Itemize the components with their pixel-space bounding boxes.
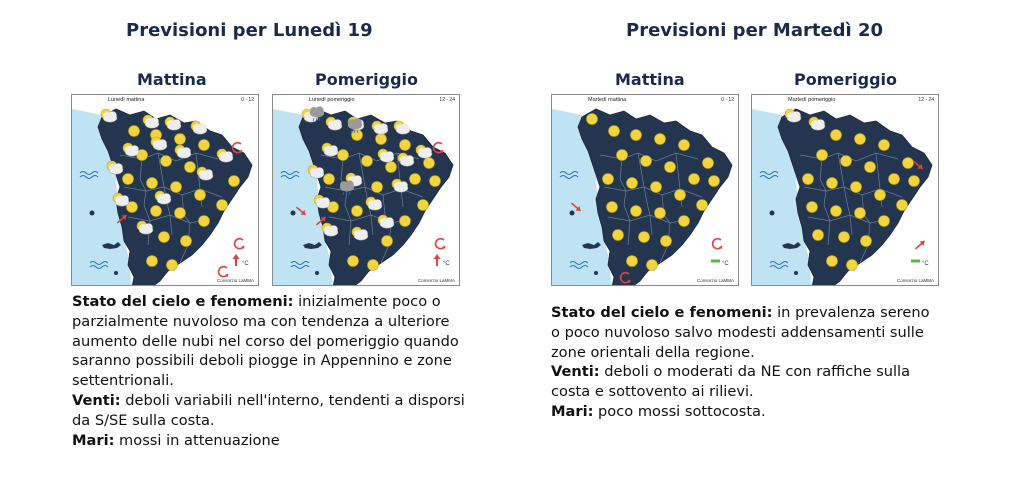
sea-text: poco mossi sottocosta. bbox=[593, 402, 766, 420]
svg-text:°C: °C bbox=[922, 261, 929, 267]
day-title: Previsioni per Martedì 20 bbox=[626, 20, 884, 41]
sky-paragraph bbox=[72, 292, 472, 391]
svg-text:°C: °C bbox=[722, 261, 729, 267]
map-credit: Consorzio LaMMA bbox=[896, 278, 934, 283]
map-hours: 12 - 24 bbox=[918, 97, 934, 103]
tuscany-map-graphic bbox=[552, 95, 739, 286]
wind-text: deboli variabili nell'interno, tendenti a disporsi da S/SE sulla costa. bbox=[72, 391, 465, 429]
period-label-afternoon: Pomeriggio bbox=[794, 70, 897, 89]
map-hours: 0 - 12 bbox=[721, 97, 734, 103]
sea-label: Mari: bbox=[72, 431, 115, 449]
weather-map-monday-morning bbox=[71, 94, 259, 286]
forecast-description bbox=[551, 303, 931, 422]
sky-text: in prevalenza sereno o poco nuvoloso salvo modesti addensamenti sulle zone orientali della regione. bbox=[551, 304, 930, 361]
svg-text:°C: °C bbox=[443, 261, 450, 267]
sea-label: Mari: bbox=[551, 402, 594, 420]
map-credit: Consorzio LaMMA bbox=[696, 278, 734, 283]
map-caption: Lunedì mattina bbox=[108, 97, 145, 103]
sky-text: inizialmente poco o parzialmente nuvoloso ma con tendenza a ulteriore aumento delle nubi nel corso del pomeriggio quando saranno possibili deboli piogge in Appennino e zone settentrionali. bbox=[72, 293, 459, 390]
wind-paragraph bbox=[72, 391, 472, 431]
map-caption: Martedì mattina bbox=[588, 97, 627, 103]
map-hours: 12 - 24 bbox=[439, 97, 455, 103]
wind-label: Venti: bbox=[551, 363, 600, 381]
weather-map-tuesday-afternoon bbox=[751, 94, 939, 286]
map-caption: Lunedì pomeriggio bbox=[309, 97, 355, 103]
wind-label: Venti: bbox=[72, 391, 121, 409]
sky-label: Stato del cielo e fenomeni: bbox=[551, 304, 773, 321]
sea-text: mossi in attenuazione bbox=[114, 431, 280, 449]
sea-paragraph bbox=[551, 402, 931, 422]
period-label-morning: Mattina bbox=[137, 70, 207, 89]
day-title: Previsioni per Lunedì 19 bbox=[126, 20, 373, 41]
tuscany-map-graphic bbox=[273, 95, 460, 286]
weather-map-monday-afternoon bbox=[272, 94, 460, 286]
sky-label: Stato del cielo e fenomeni: bbox=[72, 293, 294, 310]
map-caption: Martedì pomeriggio bbox=[788, 97, 836, 103]
map-credit: Consorzio LaMMA bbox=[417, 278, 455, 283]
tuscany-map-graphic bbox=[752, 95, 939, 286]
map-hours: 0 - 12 bbox=[241, 97, 254, 103]
map-credit: Consorzio LaMMA bbox=[216, 278, 254, 283]
weather-map-tuesday-morning bbox=[551, 94, 739, 286]
period-label-morning: Mattina bbox=[615, 70, 685, 89]
forecast-description bbox=[72, 292, 472, 450]
tuscany-map-graphic bbox=[72, 95, 259, 286]
sky-paragraph bbox=[551, 303, 931, 362]
sea-paragraph bbox=[72, 431, 472, 451]
period-label-afternoon: Pomeriggio bbox=[315, 70, 418, 89]
svg-text:°C: °C bbox=[242, 261, 249, 267]
wind-text: deboli o moderati da NE con raffiche sulla costa e sottovento ai rilievi. bbox=[551, 363, 911, 401]
wind-paragraph bbox=[551, 362, 931, 402]
